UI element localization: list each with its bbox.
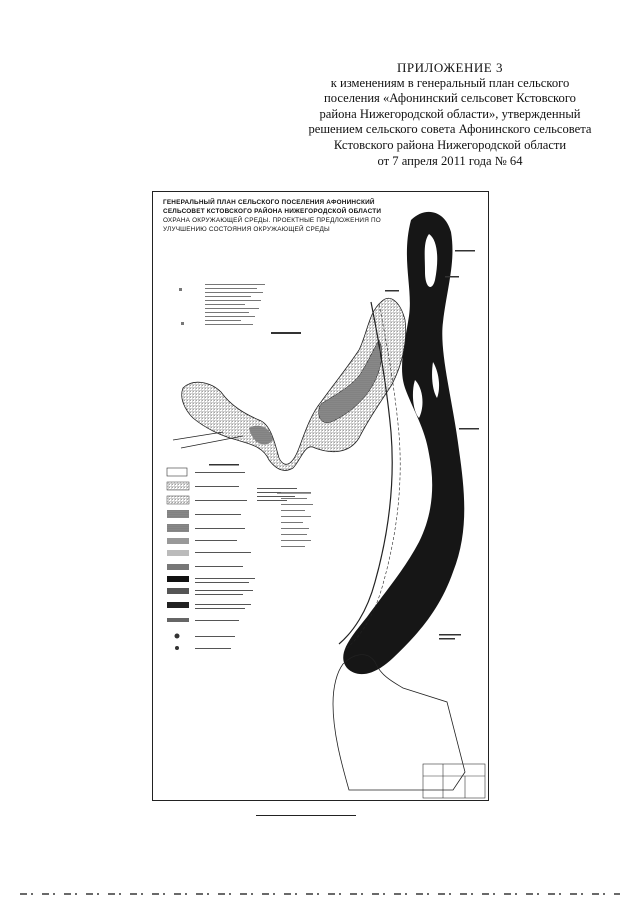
header-line-1: к изменениям в генеральный план сельского	[330, 75, 570, 90]
river-volga	[343, 212, 464, 674]
map-sheet	[152, 191, 489, 801]
bottom-scan-edge	[20, 893, 620, 895]
header-line-5: Кстовского района Нижегородской области	[333, 137, 567, 152]
appendix-header	[290, 60, 610, 169]
map-subtitle-line-2: УЛУЧШЕНИЮ СОСТОЯНИЯ ОКРУЖАЮЩЕЙ СРЕДЫ	[163, 226, 330, 233]
title-block	[423, 764, 485, 798]
header-line-2: поселения «Афонинский сельсовет Кстовского	[324, 91, 576, 106]
map-subtitle-line-1: ОХРАНА ОКРУЖАЮЩЕЙ СРЕДЫ. ПРОЕКТНЫЕ ПРЕДЛОЖЕНИЯ ПО	[163, 217, 381, 224]
map-drawing	[153, 192, 489, 801]
map-title	[163, 198, 433, 234]
map-title-line-1: ГЕНЕРАЛЬНЫЙ ПЛАН СЕЛЬСКОГО ПОСЕЛЕНИЯ АФОНИНСКИЙ	[163, 199, 375, 206]
southern-territory	[333, 655, 465, 790]
upper-legend	[179, 284, 265, 325]
lower-legend	[167, 468, 297, 650]
appendix-title: ПРИЛОЖЕНИЕ 3	[397, 60, 503, 75]
header-line-3: района Нижегородской области», утвержденный	[319, 106, 581, 121]
header-line-6: от 7 апреля 2011 года № 64	[377, 153, 523, 168]
map-title-line-2: СЕЛЬСОВЕТ КСТОВСКОГО РАЙОНА НИЖЕГОРОДСКОЙ ОБЛАСТИ	[163, 208, 382, 215]
header-line-4: решением сельского совета Афонинского сельсовета	[308, 122, 592, 137]
signature-line	[256, 815, 356, 816]
